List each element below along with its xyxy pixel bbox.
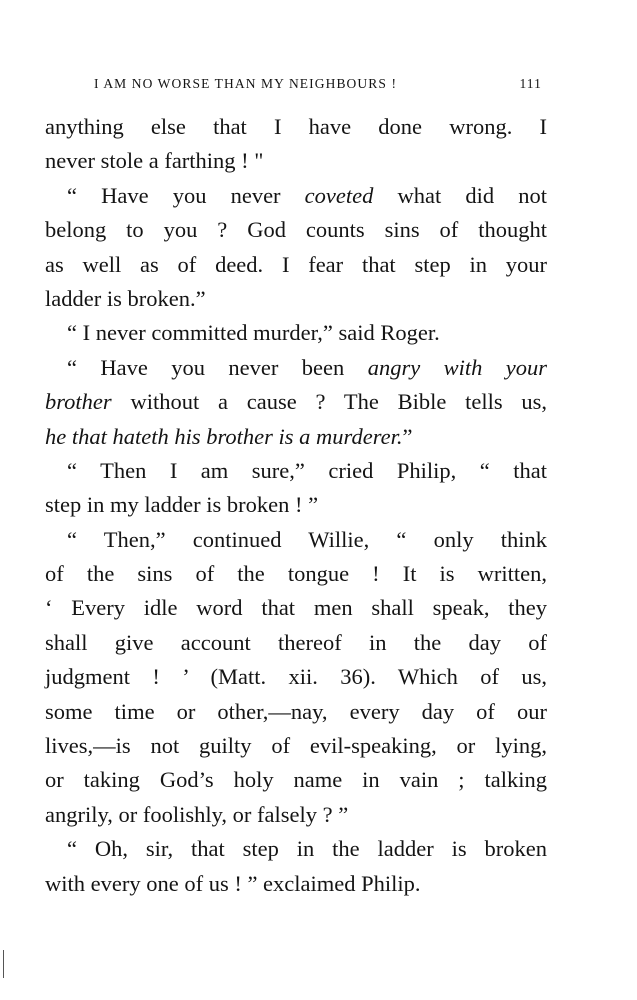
text-line: of the sins of the tongue ! It is written,	[45, 561, 547, 587]
text-line: lives,—is not guilty of evil-speaking, or lying,	[45, 733, 547, 759]
text-line: ‘ Every idle word that men shall speak, they	[45, 595, 547, 621]
italic-span: angry with your	[367, 354, 547, 380]
text-span: “ Have you never	[67, 182, 305, 208]
italic-span: he that hateth his brother is a murderer.	[45, 423, 403, 449]
text-line: “ Then I am sure,” cried Philip, “ that	[67, 457, 547, 483]
text-line: “ Then,” continued Willie, “ only think	[67, 526, 547, 552]
running-title: I AM NO WORSE THAN MY NEIGHBOURS !	[94, 76, 398, 91]
text-line: angrily, or foolishly, or falsely ? ”	[45, 801, 349, 827]
page-number: 111	[519, 76, 542, 91]
text-span: ”	[402, 423, 413, 449]
text-line: ladder is broken.”	[45, 285, 206, 311]
text-line: “ Oh, sir, that step in the ladder is broken	[67, 836, 547, 862]
text-line: or taking God’s holy name in vain ; talking	[45, 767, 547, 793]
text-line: belong to you ? God counts sins of thought	[45, 217, 547, 243]
page-edge-mark	[3, 950, 4, 978]
text-line: shall give account thereof in the day of	[45, 629, 547, 655]
text-span: without a cause ? The Bible tells us,	[111, 389, 547, 415]
body-text	[45, 110, 547, 901]
text-line: step in my ladder is broken ! ”	[45, 492, 319, 518]
text-line	[45, 179, 547, 213]
running-head	[94, 76, 542, 96]
text-line: some time or other,—nay, every day of our	[45, 698, 547, 724]
text-line	[45, 351, 547, 385]
text-line	[45, 385, 547, 419]
text-line: judgment ! ’ (Matt. xii. 36). Which of us,	[45, 664, 547, 690]
text-line: never stole a farthing ! "	[45, 148, 264, 174]
text-line: “ I never committed murder,” said Roger.	[67, 320, 440, 346]
text-line: anything else that I have done wrong. I	[45, 114, 547, 139]
italic-span: coveted	[304, 182, 374, 208]
text-span: “ Have you never been	[67, 354, 368, 380]
text-line: as well as of deed. I fear that step in your	[45, 251, 547, 277]
text-line: with every one of us ! ” exclaimed Philip.	[45, 870, 421, 896]
text-line	[45, 420, 547, 454]
text-span: what did not	[373, 182, 547, 208]
italic-span: brother	[45, 389, 112, 415]
